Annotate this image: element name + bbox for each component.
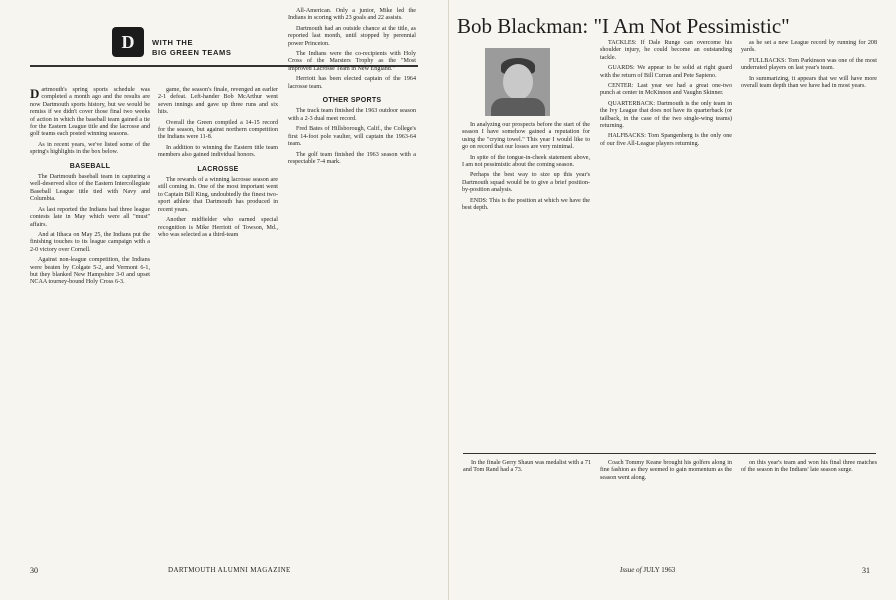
body-paragraph: The Indians were the co-recipients with Holy Cross of the Marsters Trophy as the "Most Improved Lacrosse Team in New England." (288, 51, 416, 72)
other-sports-paragraph: The track team finished the 1963 outdoor season with a 2-3 dual meet record. (288, 108, 416, 122)
sports-paragraph: Coach Tommy Keane brought his golfers along in fine fashion as they seemed to gain momentum as the season went along. (600, 460, 732, 481)
coach-photo (485, 48, 550, 116)
issue-month: JULY 1963 (643, 566, 676, 574)
page-number: 31 (862, 566, 870, 575)
feature-heading-line2: BIG GREEN TEAMS (152, 48, 232, 57)
right-column-3 (741, 40, 877, 93)
lacrosse-heading: LACROSSE (197, 165, 239, 173)
lacrosse-paragraph: Another midfielder who earned special recognition is Mike Herriott of Towson, Md., who was selected as a third-team (158, 217, 278, 238)
baseball-heading: BASEBALL (69, 162, 111, 170)
bottom-column-3 (741, 460, 877, 478)
baseball-paragraph: And at Ithaca on May 25, the Indians put the finishing touches to its league campaign with a 2-0 victory over Cornell. (30, 231, 150, 253)
logo-letter: D (121, 32, 135, 52)
lacrosse-paragraph: The rewards of a winning lacrosse season are still coming in. One of the most important went to Captain Bill King, undoubtedly the finest two-sport athlete that Dartmouth has produced in recent years. (158, 177, 278, 213)
other-sports-paragraph: The golf team finished the 1963 season with a respectable 7-4 mark. (288, 151, 416, 165)
body-paragraph: In addition to winning the Eastern title team members also gained individual honors. (158, 144, 278, 159)
left-column-1 (30, 87, 150, 290)
left-column-2 (158, 87, 278, 242)
body-paragraph: Overall the Green compiled a 14-15 record for the season, but against northern competition the Indians were 11-8. (158, 119, 278, 141)
other-sports-paragraph: Fred Bates of Hillsborough, Calif., the College's first 14-foot pole vaulter, will captain the 1963-64 team. (288, 126, 416, 148)
article-paragraph: as he set a new League record by running for 208 yards. (741, 40, 877, 54)
article-headline: Bob Blackman: "I Am Not Pessimistic" (457, 14, 790, 38)
article-paragraph: GUARDS: We appear to be solid at right guard with the return of Bill Curran and Pete Sapieno. (600, 65, 732, 79)
baseball-paragraph: Against non-league competition, the Indians were beaten by Colgate 5-2, and Vermont 6-1, but they blanked New Hampshire 3-0 and upset NCAA tourney-bound Holy Cross 6-3. (30, 257, 150, 286)
left-column-3 (288, 8, 416, 169)
feature-heading (152, 38, 231, 58)
magazine-footer: DARTMOUTH ALUMNI MAGAZINE (168, 566, 291, 574)
body-paragraph: Herriott has been elected captain of the 1964 lacrosse team. (288, 76, 416, 90)
baseball-paragraph: The Dartmouth baseball team in capturing a well-deserved slice of the Eastern Intercollegiate Baseball League title tied with Navy and Columbia. (30, 174, 150, 203)
article-paragraph: In summarizing, it appears that we will have more overall team depth than we have had in most years. (741, 75, 877, 90)
right-column-1 (462, 122, 590, 215)
article-paragraph: FULLBACKS: Tom Parkinson was one of the most underrated players on last year's team. (741, 57, 877, 72)
bottom-column-2 (600, 460, 732, 485)
article-paragraph: In analyzing our prospects before the start of the season I have somehow gained a reputation for using the "crying towel." This year I would like to go on record that our losses are very minimal. (462, 122, 590, 151)
issue-footer (620, 566, 675, 574)
article-paragraph: QUARTERBACK: Dartmouth is the only team in the Ivy League that does not have its quarterback (or tailback, in the case of the two single-wing teams) returning. (600, 100, 732, 130)
dartmouth-d-logo (112, 27, 144, 57)
article-paragraph: CENTER: Last year we had a great one-two punch at center in McKinnon and Vaughn Skinner. (600, 83, 732, 97)
page-number: 30 (30, 566, 38, 575)
intro-paragraph: As in recent years, we've listed some of the spring's highlights in the box below. (30, 141, 150, 156)
issue-prefix: Issue of (620, 566, 642, 574)
sports-paragraph: on this year's team and won his final three matches of the season in the Indians' late season surge. (741, 460, 877, 474)
body-paragraph: Dartmouth had an outside chance at the title, as reported last month, until stopped by perennial power Princeton. (288, 25, 416, 47)
intro-paragraph: Dartmouth's spring sports schedule was completed a month ago and the results are now Dartmouth sports history, but we would be remiss if we didn't cover those final two weeks of action in which the baseball team gained a tie for the Eastern League title and the lacrosse and golf teams each posted winning seasons. (30, 86, 150, 138)
feature-heading-line1: WITH THE (152, 38, 194, 47)
bottom-column-1 (463, 460, 591, 478)
baseball-paragraph: As last reported the Indians had three league contests late in May which were all "must" affairs. (30, 206, 150, 228)
article-paragraph: TACKLES: If Dale Runge can overcome his shoulder injury, he could become an outstanding tackle. (600, 40, 732, 61)
other-sports-heading: OTHER SPORTS (322, 97, 382, 105)
sports-paragraph: In the finale Gerry Shaun was medalist with a 71 and Tom Rand had a 73. (463, 460, 591, 474)
body-paragraph: All-American. Only a junior, Mike led the Indians in scoring with 23 goals and 22 assists. (288, 8, 416, 22)
right-column-2 (600, 40, 732, 151)
article-divider (463, 453, 876, 454)
article-paragraph: ENDS: This is the position at which we have the best depth. (462, 197, 590, 212)
article-paragraph: In spite of the tongue-in-cheek statement above, I am not pessimistic about the coming season. (462, 154, 590, 169)
article-paragraph: Perhaps the best way to size up this year's Dartmouth squad would be to give a brief position-by-position analysis. (462, 172, 590, 194)
body-paragraph: game, the season's finale, revenged an earlier 2-1 defeat. Left-hander Bob McArthur went seven innings and gave up three runs and six hits. (158, 87, 278, 116)
article-paragraph: HALFBACKS: Tom Spangenberg is the only one of our five All-League players returning. (600, 133, 732, 147)
